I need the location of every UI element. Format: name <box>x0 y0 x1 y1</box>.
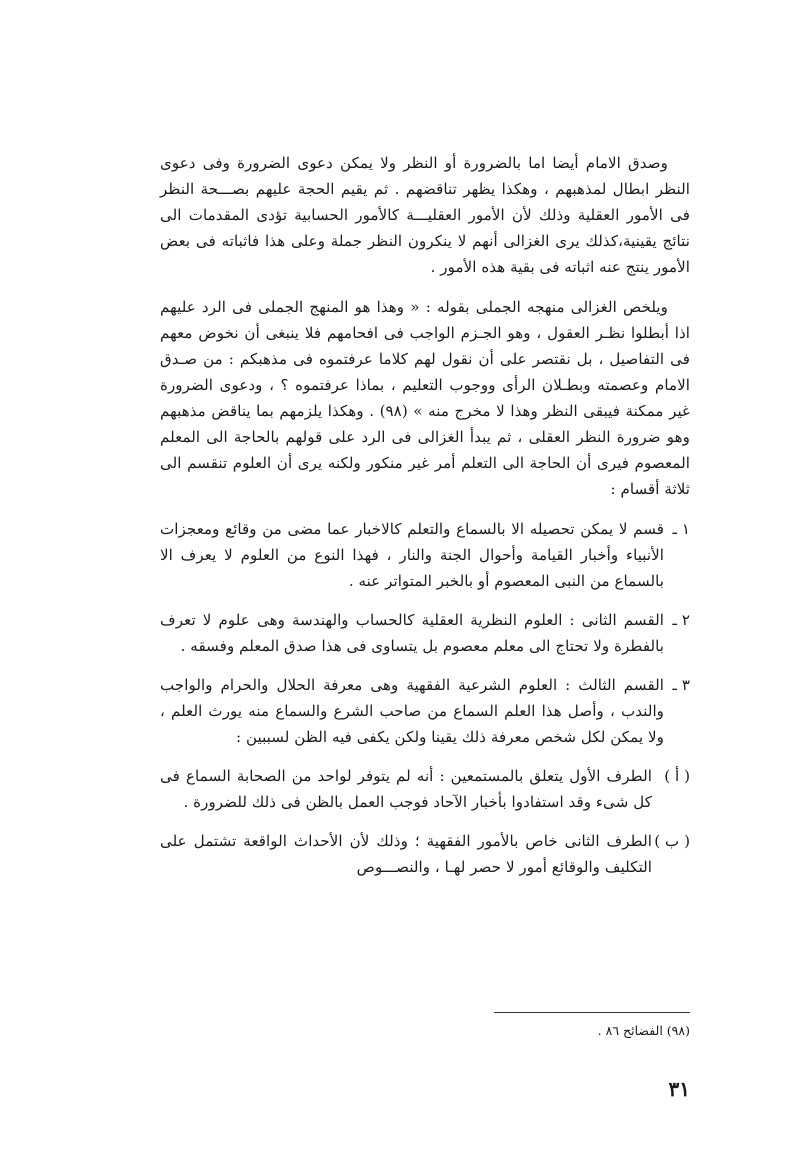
list-item-1 <box>160 516 690 594</box>
list-item-text: القسم الثانى : العلوم النظرية العقلية كالحساب والهندسة وهى علوم لا تعرف بالفطرة ولا تحتاج الى معلم معصوم بل يتساوى فى هذا صدق المعلم وفسقه . <box>160 611 664 655</box>
body-text <box>160 150 690 893</box>
list-item-2 <box>160 607 690 659</box>
list-item-3 <box>160 672 690 750</box>
sub-item-text: الطرف الثانى خاص بالأمور الفقهية ؛ وذلك لأن الأحداث الواقعة تشتمل على التكليف والوقائع أمور لا حصر لهـا ، والنصـــوص <box>160 832 652 876</box>
list-item-text: القسم الثالث : العلوم الشرعية الفقهية وهى معرفة الحلال والحرام والواجب والندب ، وأصل هذا العلم السماع من صاحب الشرع والسماع منه يورث العلم ، ولا يمكن لكل شخص معرفة ذلك يقينا ولكن يكفى فيه الظن لسببين : <box>160 676 664 746</box>
page-number: ٣١ <box>668 1077 690 1101</box>
list-item-text: قسم لا يمكن تحصيله الا بالسماع والتعلم كالاخبار عما مضى من وقائع ومعجزات الأنبياء وأخبار القيامة وأحوال الجنة والنار ، فهذا النوع من العلوم لا يعرف الا بالسماع من النبى المعصوم أو بالخبر المتواتر عنه . <box>160 520 664 590</box>
paragraph-2: ويلخص الغزالى منهجه الجملى بقوله : « وهذا هو المنهج الجملى فى الرد عليهم اذا أبطلوا نظـر العقول ، وهو الجـزم الواجب فى افحامهم فلا ينبغى أن نخوض معهم فى التفاصيل ، بل نقتصر على أن نقول لهم كلاما عرفتموه فى مذهبكم : من صـدق الامام وعصمته وبطـلان الرأى ووجوب التعليم ، بماذا عرفتموه ؟ ، ودعوى الضرورة غير ممكنة فيبقى النظر وهذا لا مخرج منه » (٩٨) . وهكذا يلزمهم بما يناقض مذهبهم وهو ضرورة النظر العقلى ، ثم يبدأ الغزالى فى الرد على قولهم بالحاجة الى المعلم المعصوم فيرى أن الحاجة الى التعلم أمر غير منكور ولكنه يرى أن العلوم تنقسم الى ثلاثة أقسام : <box>160 298 690 498</box>
sub-item-label: ( ب ) <box>654 832 690 850</box>
paragraph-1: وصدق الامام أيضا اما بالضرورة أو النظر ولا يمكن دعوى الضرورة وفى دعوى النظر ابطال لمذهبهم ، وهكذا يظهر تناقضهم . ثم يقيم الحجة عليهم بصـــحة النظر فى الأمور العقلية وذلك لأن الأمور العقليـــة كالأمور الحسابية تؤدى المقدمات الى نتائج يقينية،كذلك يرى الغزالى أنهم لا ينكرون النظر جملة وعلى هذا فاثباته فى بعض الأمور ينتج عنه اثباته فى بقية هذه الأمور . <box>160 154 690 276</box>
sub-item-text: الطرف الأول يتعلق بالمستمعين : أنه لم يتوفر لواحد من الصحابة السماع فى كل شىء وقد استفادوا بأخبار الآحاد فوجب العمل بالظن فى ذلك للضرورة . <box>160 767 652 811</box>
footnote: (٩٨) الفضائح ٨٦ . <box>597 1023 690 1038</box>
footnote-divider <box>494 1012 690 1013</box>
sub-item-b <box>160 828 690 880</box>
list-item-number: ٣ ـ <box>672 676 690 694</box>
sub-item-a <box>160 763 690 815</box>
sub-item-label: ( أ ) <box>664 767 690 785</box>
list-item-number: ٢ ـ <box>672 611 690 629</box>
list-item-number: ١ ـ <box>672 520 690 538</box>
